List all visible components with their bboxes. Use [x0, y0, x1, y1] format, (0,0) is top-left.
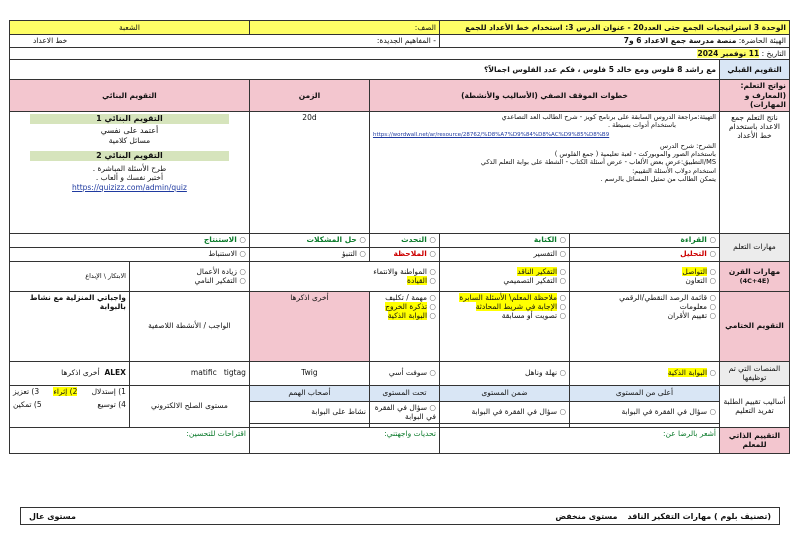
support-p4: 4) توسيع	[97, 399, 126, 409]
support-p5: 5) تمكين	[12, 399, 42, 409]
concepts-cell	[9, 35, 439, 48]
level-special: أصحاب الهمم	[249, 385, 369, 401]
lesson-plan	[10, 20, 790, 495]
final-portal: البوابة الذكية	[387, 311, 428, 321]
platform-softasi: ○ سوفت أسي	[369, 361, 439, 385]
section-label: الشعبة	[9, 21, 249, 35]
prep-value: منصة مدرسة جمع الاعداد 6 و7	[623, 36, 737, 46]
platform-alex: ALEX	[104, 368, 126, 378]
plan-table	[9, 20, 790, 454]
century-col-1	[570, 261, 720, 291]
century-leadership: القيادة	[407, 276, 428, 285]
century-label-cell	[720, 261, 790, 291]
platform-nahla: ○ نهلة وناهل	[439, 361, 569, 385]
final-observation: ملاحظة المعلم\ الأسئلة السابرة	[459, 292, 558, 302]
final-other: أخرى اذكرها	[249, 291, 369, 361]
final-col-1	[570, 291, 720, 361]
platform-tigtag: tigtag	[223, 368, 246, 378]
date-cell	[9, 48, 789, 60]
prior-label: التقويم القبلي	[720, 60, 790, 80]
skill-speaking: ○ التحدث	[369, 233, 439, 247]
support-label: أساليب تقييم الطلبة تفريد التعليم	[720, 385, 790, 427]
century-entrepreneurship: ○ زيادة الأعمال	[133, 267, 246, 276]
formative-2b: أختبر نفسك و ألعاب .	[95, 173, 164, 183]
century-sub: (4C+4E)	[739, 276, 770, 285]
prep-label: الهيئة الحاضرة:	[738, 36, 786, 46]
century-design: ○ التفكير التصميمي	[443, 276, 566, 285]
step-6: التطبيق:عرض بعض الألعاب - عرض أسئلة الكتاب - الشطة على بوابة التعلم الذكي	[480, 158, 704, 167]
final-info: ○ معلومات	[573, 302, 716, 311]
skill-reading: ○ القراءة	[570, 233, 720, 247]
century-critical: التفكير الناقد	[517, 266, 558, 276]
time-value: 20d	[249, 111, 369, 233]
formative-2-title: التقويم البنائي 2	[30, 151, 229, 161]
century-communication: التواصل	[682, 266, 708, 276]
platforms-col-6	[129, 361, 249, 385]
final-col-2	[439, 291, 569, 361]
skill-deduction: ○ الاستنباط	[9, 247, 249, 261]
final-task: ○ مهمة / تكليف	[373, 293, 436, 302]
final-peer: ○ تقييم الأقران	[573, 311, 716, 320]
century-citizenship: ○ المواطنة والانتماء	[253, 267, 436, 276]
formative-cell	[9, 111, 249, 233]
final-exit: تذكرة الخروج	[385, 301, 428, 311]
platforms-col-7	[9, 361, 129, 385]
skill-interpretation: ○ التفسير	[439, 247, 569, 261]
prior-question: مع راشد 8 فلوس ومع خالد 5 فلوس ، فكم عدد الفلوس اجمالاً؟	[9, 60, 719, 80]
skill-analysis: ○ التحليل	[570, 247, 720, 261]
skill-prediction: ○ التنبؤ	[249, 247, 369, 261]
skill-inference: ○ الاستنتاج	[9, 233, 249, 247]
date-value: 11 نوفمبر 2024	[697, 49, 760, 58]
step-5: باستخدام الصور والموبوركت - لعبة تعليمية ( جمع الفلوس )	[554, 150, 716, 159]
col-steps: خطوات الموقف الصفي (الأساليب والأنشطة)	[369, 80, 719, 111]
skill-problem: ○ حل المشكلات	[249, 233, 369, 247]
formative-1b: مسائل كلامية	[108, 135, 151, 145]
step-link[interactable]: https://wordwall.net/ar/resource/28762/%D8%A7%D9%84%D8%AC%D9%85%D8%B9	[372, 131, 610, 138]
step-2: باستخدام أدوات بسيطة .	[607, 120, 676, 129]
skills-label: مهارات التعلم	[720, 233, 790, 261]
century-col-4	[129, 261, 249, 291]
skill-observation: ○ الملاحظة	[369, 247, 439, 261]
century-label: مهارات القرن	[728, 267, 781, 277]
homework-label: الواجب / الأنشطة اللاصفية	[129, 291, 249, 361]
final-vote: ○ تصويت أو مسابقة	[443, 311, 566, 320]
self-c: اقتراحات للتحسين:	[9, 427, 249, 453]
level-above: أعلى من المستوى	[570, 385, 720, 401]
col-outcomes: نواتج التعلم: (المعارف و المهارات)	[720, 80, 790, 111]
prep-cell	[439, 35, 789, 48]
support-l3: ○ سؤال في الفقرة في البوابة	[369, 401, 439, 423]
skill-writing: ○ الكتابة	[439, 233, 569, 247]
step-1: التهيئة:مراجعة الدروس السابقة على برنامج كويز - شرح الطالب العد التصاعدي	[501, 112, 716, 121]
self-b: تحديات واجهتني:	[249, 427, 439, 453]
final-checklist: ○ قائمة الرصد النقطي/الرقمي	[573, 293, 716, 302]
formative-1-title: التقويم البنائي 1	[30, 114, 229, 124]
concepts-label: - المفاهيم الجديدة:	[376, 36, 436, 46]
step-8: يتمكن الطالب من تمثيل المسائل بالرسم .	[600, 174, 716, 183]
grade-label: الصف:	[249, 21, 439, 35]
bloom-footer	[20, 507, 780, 525]
formative-1a: أعتمد على نفسي	[100, 125, 159, 135]
platform-twig: Twig	[249, 361, 369, 385]
step-4: الشرح: شرح الدرس	[660, 141, 716, 150]
steps-cell	[369, 111, 719, 233]
platform-other: أخرى اذكرها	[61, 368, 100, 378]
support-p3: 3) تعزيز	[12, 386, 40, 396]
support-p2: 2) إثراء	[53, 386, 78, 396]
level-below: تحت المستوى	[369, 385, 439, 401]
century-growth: ○ التفكير النامي	[133, 276, 246, 285]
support-l2: ○ سؤال في الفقرة في البوابة	[439, 401, 569, 423]
century-col-3	[249, 261, 439, 291]
platform-matific: matific	[190, 368, 217, 378]
platforms-col-1	[570, 361, 720, 385]
homework-value: واجباتي المنزلية مع نشاط بالبوابة	[9, 291, 129, 361]
century-innovation: الابتكار \ الإبداع	[9, 261, 129, 291]
formative-2c[interactable]: https://quizizz.com/admin/quiz	[72, 182, 187, 192]
unit-title: الوحدة 3 استراتيجيات الجمع حتى العدد20 - عنوان الدرس 3: استخدام خط الأعداد للجمع	[439, 21, 789, 35]
support-p1: 1) إستدلال	[91, 386, 126, 396]
formative-2a: طرح الأسئلة المباشرة .	[92, 163, 167, 173]
self-label: التقييم الذاتي للمعلم	[720, 427, 790, 453]
final-label: التقويم الختامي	[720, 291, 790, 361]
support-l4: نشاط على البوابة	[249, 401, 369, 423]
century-cooperation: ○ التعاون	[573, 276, 716, 285]
step-7: استخدام دولاب الأسئلة التقييم:	[632, 166, 716, 175]
final-col-3	[369, 291, 439, 361]
support-platform-label: مستوى الصلح الالكتروني	[129, 385, 249, 427]
platforms-label: المنصات التي تم توظيفها	[720, 361, 790, 385]
date-label: التاريخ :	[761, 49, 786, 58]
final-chat: الإجابة في شريط المحادثة	[475, 301, 558, 311]
footer-mid: مستوى منخفض	[555, 511, 618, 521]
col-formative: التقويم البنائي	[9, 80, 249, 111]
col-time: الزمن	[249, 80, 369, 111]
self-a: أشعر بالرضا عن:	[439, 427, 719, 453]
step-6-prefix: MS/	[703, 158, 716, 167]
concepts-value: خط الاعداد	[32, 36, 68, 46]
outcome-text: ناتج التعلم جمع الاعداد باستخدام خط الأعداد	[720, 111, 790, 233]
footer-left: مستوى عال	[29, 511, 76, 521]
platform-portal: البوابة الذكية	[667, 368, 708, 378]
support-l1: ○ سؤال في الفقرة في البوابة	[570, 401, 720, 423]
support-levels-cell	[9, 385, 129, 427]
footer-right: (تصنيف بلوم ) مهارات التفكير الناقد	[627, 511, 771, 521]
level-within: ضمن المستوى	[439, 385, 569, 401]
century-col-2	[439, 261, 569, 291]
